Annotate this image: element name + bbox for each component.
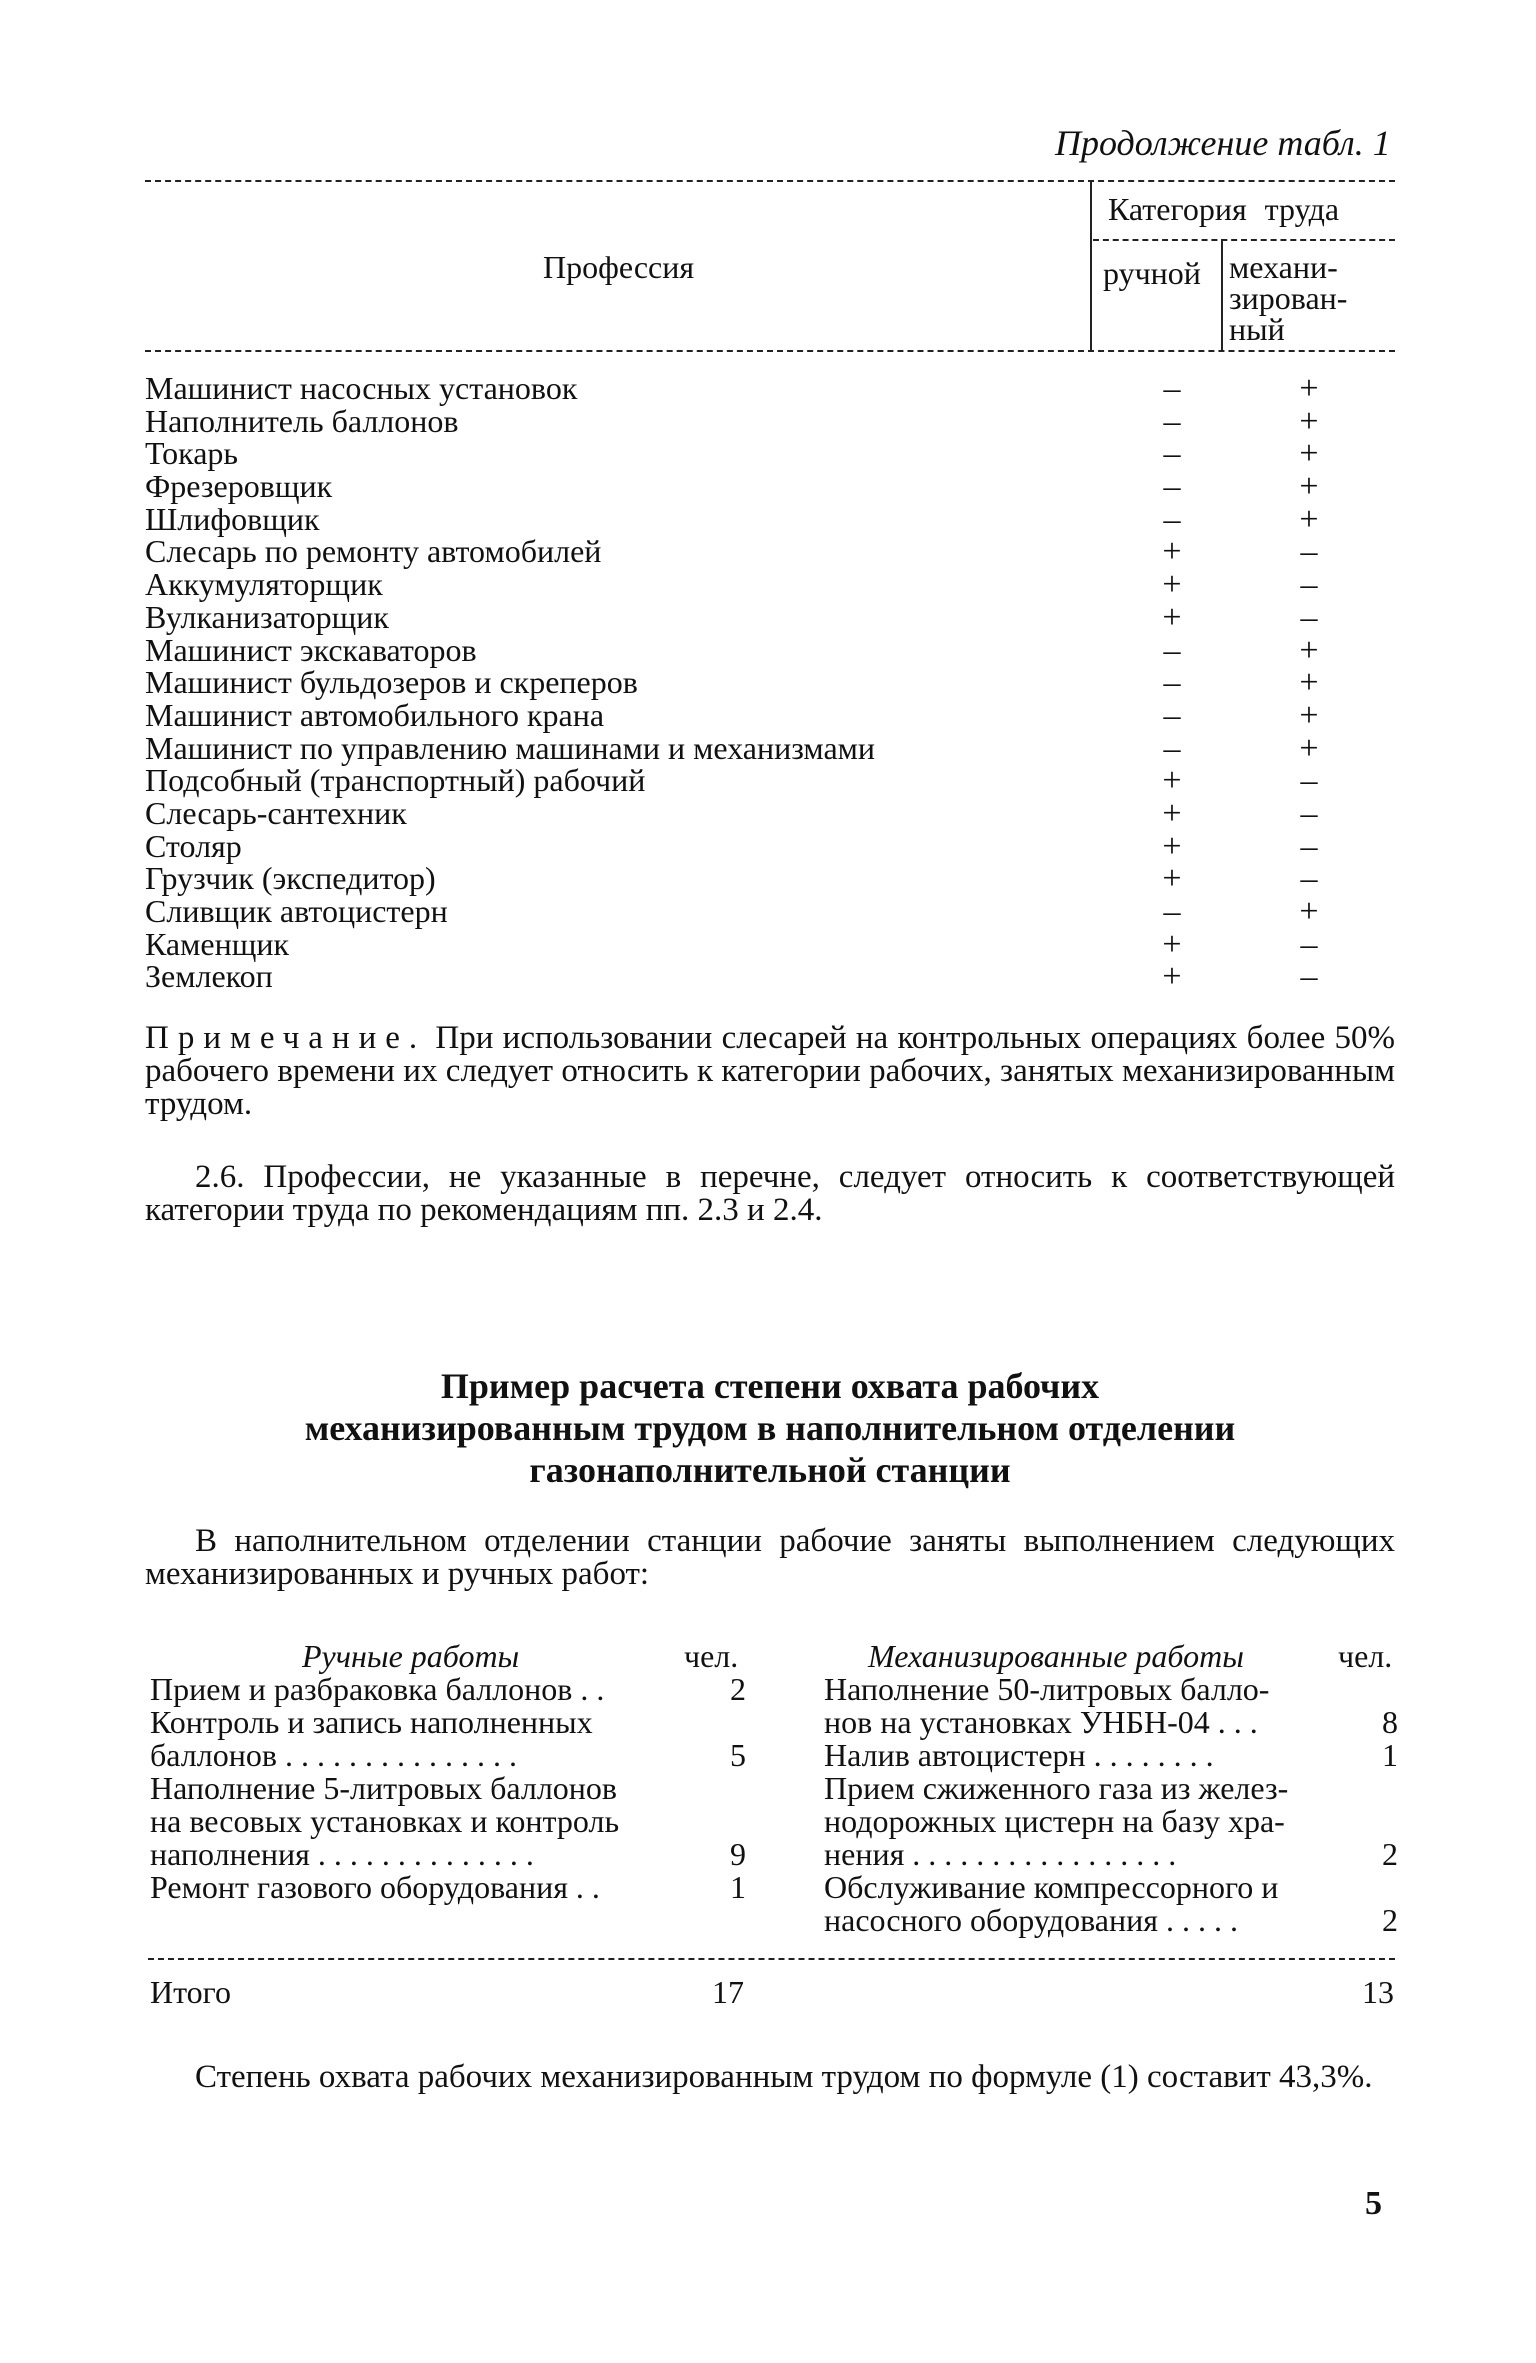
mech-work-line: Обслуживание компрессорного и xyxy=(824,1869,1279,1905)
mech-mark: – xyxy=(1300,925,1318,963)
page-number: 5 xyxy=(1365,2185,1382,2222)
mech-mark: – xyxy=(1300,860,1318,898)
mech-mark: – xyxy=(1300,794,1318,832)
table-top-rule xyxy=(145,180,1395,182)
mech-work-line: Наполнение 50-литровых балло- xyxy=(824,1671,1270,1707)
manual-work-line: баллонов . . . . . . . . . . . . . . . xyxy=(150,1737,517,1773)
profession-name: Машинист автомобильного крана xyxy=(145,696,605,733)
manual-works-title: Ручные работы xyxy=(302,1638,520,1674)
mech-mark: + xyxy=(1299,696,1319,734)
header-mechanized xyxy=(1229,249,1348,347)
total-mech: 13 xyxy=(1362,1974,1394,2010)
mech-mark: – xyxy=(1300,566,1318,604)
manual-mark: + xyxy=(1162,925,1182,963)
table-row xyxy=(145,533,1395,571)
manual-work-line: Прием и разбраковка баллонов . . xyxy=(150,1671,605,1707)
manual-work-line: Контроль и запись наполненных xyxy=(150,1704,593,1740)
manual-work-count: 2 xyxy=(730,1671,746,1707)
mech-mark: + xyxy=(1299,435,1319,473)
heading-line: газонаполнительной станции xyxy=(529,1450,1011,1490)
table-row xyxy=(145,500,1395,538)
manual-mark: – xyxy=(1163,468,1181,506)
mech-works-title: Механизированные работы xyxy=(868,1638,1244,1674)
table-row xyxy=(145,895,1395,928)
profession-name: Машинист насосных установок xyxy=(145,370,578,406)
table-row xyxy=(145,794,1395,832)
total-label: Итого xyxy=(150,1974,231,2010)
profession-name: Грузчик (экспедитор) xyxy=(145,860,436,897)
table-note xyxy=(145,1022,1395,1121)
table-row xyxy=(145,598,1395,636)
manual-mark: – xyxy=(1163,696,1181,734)
heading-line: механизированным трудом в наполнительном отделении xyxy=(304,1408,1236,1448)
profession-name: Землекоп xyxy=(145,958,273,995)
table-row xyxy=(145,372,1395,405)
profession-name: Слесарь по ремонту автомобилей xyxy=(145,533,602,570)
final-paragraph: Степень охвата рабочих механизированным трудом по формуле (1) составит 43,3%. xyxy=(195,2059,1373,2095)
manual-mark: – xyxy=(1163,402,1181,440)
manual-mark: – xyxy=(1163,500,1181,538)
table-row xyxy=(145,827,1395,865)
manual-mark: – xyxy=(1163,631,1181,669)
totals-rule xyxy=(148,1958,1395,1960)
note-text: При использовании слесарей на контрольных операциях более 50% рабочего времени их следует относить к категории рабочих, занятых механизированным трудом. xyxy=(145,1020,1395,1122)
header-mech-line: ный xyxy=(1229,311,1285,347)
note-lead: Примечание. xyxy=(145,1020,427,1056)
mech-mark: + xyxy=(1299,893,1319,930)
mech-mark: + xyxy=(1299,500,1319,538)
total-manual: 17 xyxy=(712,1974,744,2010)
table-row xyxy=(145,925,1395,963)
manual-mark: + xyxy=(1162,566,1182,604)
manual-work-line: наполнения . . . . . . . . . . . . . . xyxy=(150,1836,534,1872)
manual-mark: – xyxy=(1163,893,1181,930)
header-divider-left xyxy=(1090,180,1092,352)
table-row xyxy=(145,729,1395,767)
profession-name: Шлифовщик xyxy=(145,500,320,537)
profession-name: Фрезеровщик xyxy=(145,468,333,505)
mech-mark: – xyxy=(1300,827,1318,865)
mech-work-line: нения . . . . . . . . . . . . . . . . . xyxy=(824,1836,1177,1872)
profession-name: Слесарь-сантехник xyxy=(145,794,407,831)
profession-table-body xyxy=(145,370,1395,996)
profession-name: Машинист экскаваторов xyxy=(145,631,477,668)
table-row xyxy=(145,762,1395,800)
mech-work-count: 2 xyxy=(1382,1902,1398,1938)
table-caption: Продолжение табл. 1 xyxy=(1055,123,1391,163)
manual-work-line: на весовых установках и контроль xyxy=(150,1803,620,1839)
mech-work-line: нодорожных цистерн на базу хра- xyxy=(824,1803,1285,1839)
mech-work-count: 8 xyxy=(1382,1704,1398,1740)
profession-name: Аккумуляторщик xyxy=(145,566,383,603)
table-row xyxy=(145,860,1395,898)
header-profession: Профессия xyxy=(543,249,695,285)
intro-paragraph: В наполнительном отделении станции рабочие заняты выполнением следующих механизированных и ручных работ: xyxy=(145,1523,1395,1592)
profession-name: Сливщик автоцистерн xyxy=(145,893,448,929)
header-divider-middle xyxy=(1221,239,1223,352)
mech-mark: + xyxy=(1299,631,1319,669)
manual-works-unit: чел. xyxy=(684,1638,739,1674)
header-manual: ручной xyxy=(1103,255,1201,291)
mech-mark: – xyxy=(1300,533,1318,571)
mech-work-line: Прием сжиженного газа из желез- xyxy=(824,1770,1289,1806)
manual-mark: – xyxy=(1163,664,1181,702)
table-row xyxy=(145,566,1395,604)
mech-work-line: Налив автоцистерн . . . . . . . . xyxy=(824,1737,1214,1773)
manual-mark: – xyxy=(1163,729,1181,767)
mech-work-count: 1 xyxy=(1382,1737,1398,1773)
mech-works-unit: чел. xyxy=(1338,1638,1393,1674)
profession-name: Подсобный (транспортный) рабочий xyxy=(145,762,646,799)
table-row xyxy=(145,435,1395,473)
profession-name: Машинист бульдозеров и скреперов xyxy=(145,664,638,701)
mech-work-line: нов на установках УНБН-04 . . . xyxy=(824,1704,1258,1740)
mech-work-line: насосного оборудования . . . . . xyxy=(824,1902,1238,1938)
manual-mark: + xyxy=(1162,827,1182,865)
table-row xyxy=(145,696,1395,734)
manual-mark: + xyxy=(1162,958,1182,996)
manual-mark: + xyxy=(1162,794,1182,832)
profession-name: Токарь xyxy=(145,435,238,472)
header-mech-line: механи- xyxy=(1229,249,1338,285)
profession-name: Вулканизаторщик xyxy=(145,598,389,635)
table-row xyxy=(145,468,1395,506)
table-row xyxy=(145,958,1395,996)
mech-mark: – xyxy=(1300,598,1318,636)
manual-mark: + xyxy=(1162,533,1182,571)
table-row xyxy=(145,402,1395,440)
mech-mark: + xyxy=(1299,468,1319,506)
header-category: Категория труда xyxy=(1108,191,1340,227)
mech-mark: + xyxy=(1299,402,1319,440)
table-row xyxy=(145,631,1395,669)
mech-mark: – xyxy=(1300,958,1318,996)
manual-mark: + xyxy=(1162,860,1182,898)
manual-mark: + xyxy=(1162,598,1182,636)
mech-mark: + xyxy=(1299,370,1319,407)
manual-work-count: 5 xyxy=(730,1737,746,1773)
manual-work-line: Наполнение 5-литровых баллонов xyxy=(150,1770,618,1806)
category-sub-rule xyxy=(1093,239,1395,241)
table-header-bottom-rule xyxy=(145,350,1395,352)
mech-mark: – xyxy=(1300,762,1318,800)
manual-mark: + xyxy=(1162,762,1182,800)
table-row xyxy=(145,664,1395,702)
manual-work-count: 9 xyxy=(730,1836,746,1872)
header-mech-line: зирован- xyxy=(1229,280,1348,316)
paragraph-2-6: 2.6. Профессии, не указанные в перечне, следует относить к соответствующей категории труда по рекомендациям пп. 2.3 и 2.4. xyxy=(145,1159,1395,1228)
manual-work-count: 1 xyxy=(730,1869,746,1905)
manual-work-line: Ремонт газового оборудования . . xyxy=(150,1869,600,1905)
profession-name: Каменщик xyxy=(145,925,290,962)
profession-name: Столяр xyxy=(145,827,242,864)
manual-mark: – xyxy=(1163,435,1181,473)
mech-mark: + xyxy=(1299,729,1319,767)
heading-line: Пример расчета степени охвата рабочих xyxy=(440,1366,1100,1406)
profession-name: Машинист по управлению машинами и механизмами xyxy=(145,729,876,766)
mech-work-count: 2 xyxy=(1382,1836,1398,1872)
mech-mark: + xyxy=(1299,664,1319,702)
section-heading xyxy=(145,1365,1395,1491)
manual-mark: – xyxy=(1163,370,1181,407)
profession-name: Наполнитель баллонов xyxy=(145,402,459,439)
